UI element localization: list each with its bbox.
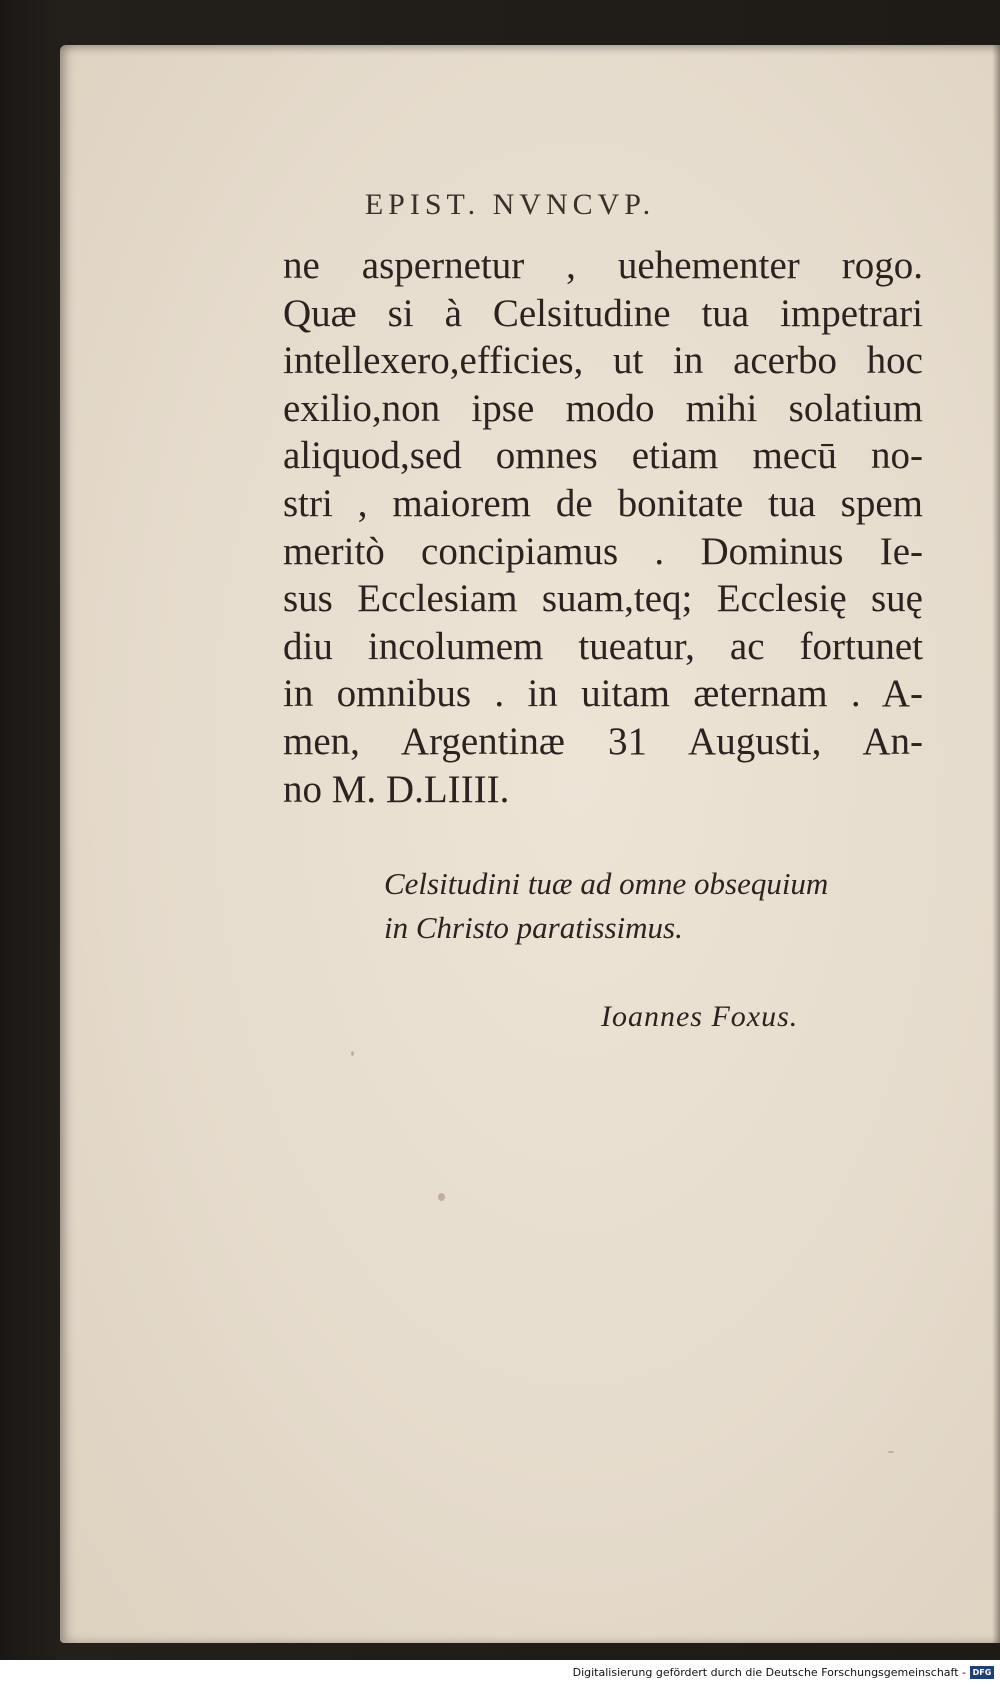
body-line: sus Ecclesiam suam,teq; Ecclesię suę <box>283 577 923 621</box>
body-line: stri , maiorem de bonitate tua spem <box>283 481 923 525</box>
letter-body <box>283 242 923 813</box>
dfg-logo: DFG <box>970 1666 994 1679</box>
running-head: EPIST. NVNCVP. <box>364 188 656 221</box>
body-line: intellexero,efficies, ut in acerbo hoc <box>283 339 923 383</box>
body-line: Quæ si à Celsitudine tua impetrari <box>283 291 923 335</box>
page-edge-shadow <box>992 45 1000 1643</box>
paper-speck <box>888 1451 894 1453</box>
body-line: men, Argentinæ 31 Augusti, An- <box>283 719 923 763</box>
body-line: meritò concipiamus . Dominus Ie- <box>283 529 923 573</box>
body-line: no M. D.LIIII. <box>283 767 510 811</box>
paper-speck <box>438 1193 445 1201</box>
subscription-line: in Christo paratissimus. <box>384 910 683 945</box>
footer-credit: Digitalisierung gefördert durch die Deutsche Forschungsgemeinschaft - <box>572 1666 966 1679</box>
subscription-line: Celsitudini tuæ ad omne obsequium <box>384 866 829 901</box>
body-line: in omnibus . in uitam æternam . A- <box>283 672 923 716</box>
body-line: exilio,non ipse modo mihi solatium <box>283 386 923 430</box>
body-line: aliquod,sed omnes etiam mecū no- <box>283 434 923 478</box>
subscription <box>384 862 904 950</box>
body-line: diu incolumem tueatur, ac fortunet <box>283 624 923 668</box>
signature: Ioannes Foxus. <box>601 1000 799 1033</box>
body-line: ne aspernetur , uehementer rogo. <box>283 244 923 287</box>
paper-speck <box>351 1051 354 1056</box>
